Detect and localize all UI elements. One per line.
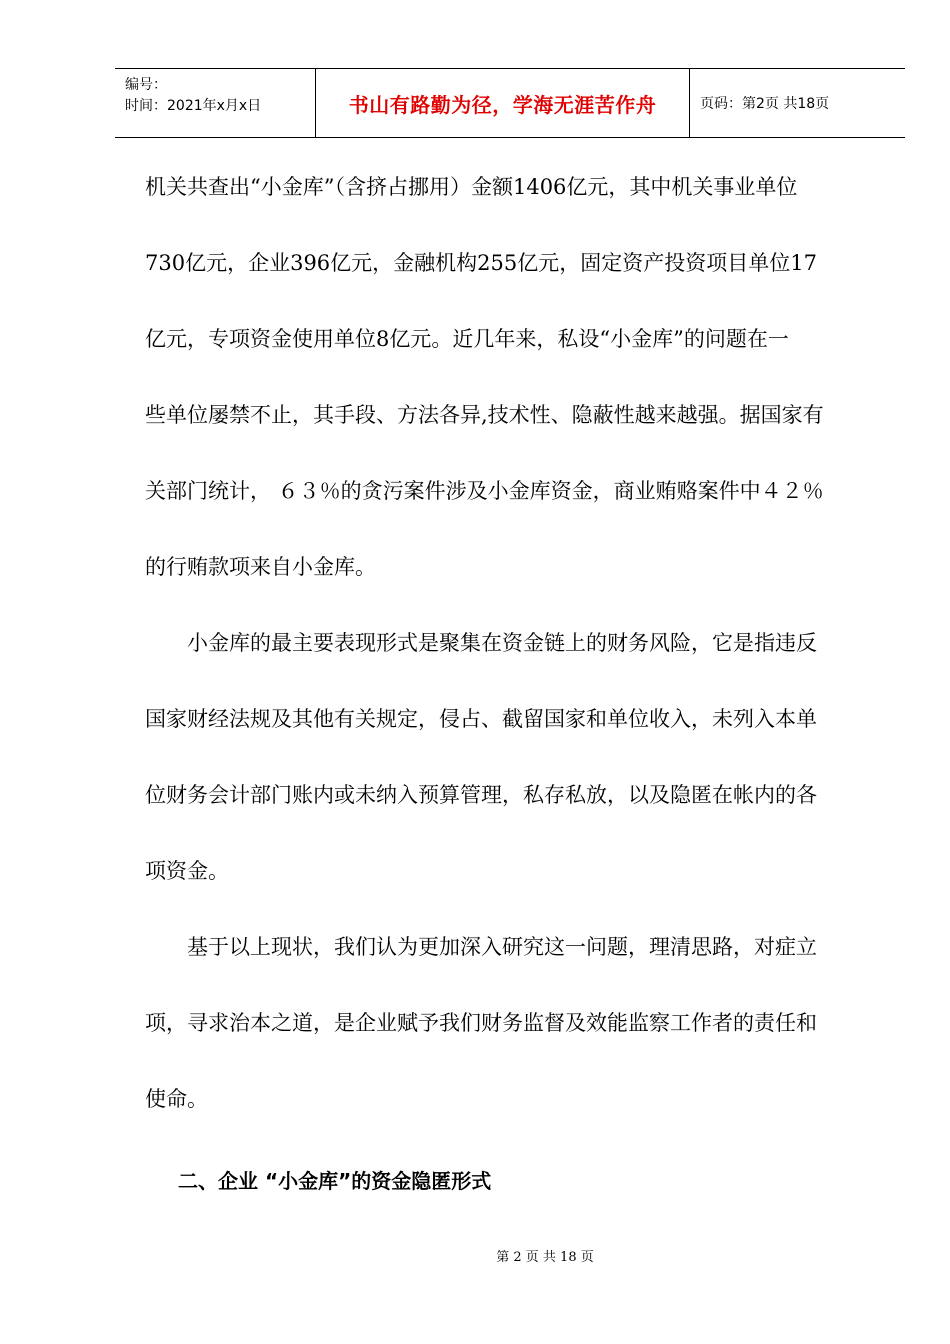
body-text — [145, 168, 877, 1156]
text-line: 小金库的最主要表现形式是聚集在资金链上的财务风险，它是指违反 — [145, 631, 817, 655]
text-line: 国家财经法规及其他有关规定，侵占、截留国家和单位收入，未列入本单 — [145, 707, 817, 731]
text-line: 的行贿款项来自小金库。 — [145, 555, 376, 579]
text-line: 位财务会计部门账内或未纳入预算管理，私存私放，以及隐匿在帐内的各 — [145, 783, 817, 807]
page-footer: 第 2 页 共 18 页 — [496, 1250, 594, 1265]
text-line: 些单位屡禁不止，其手段、方法各异,技术性、隐蔽性越来越强。据国家有 — [145, 403, 824, 427]
text-line: 使命。 — [145, 1087, 208, 1111]
text-line: 亿元，专项资金使用单位8亿元。近几年来，私设“小金库”的问题在一 — [145, 327, 789, 351]
time-label: 时间：2021年x月x日 — [125, 98, 262, 114]
text-line: 项，寻求治本之道，是企业赋予我们财务监督及效能监察工作者的责任和 — [145, 1011, 817, 1035]
text-line: 机关共查出“小金库”（含挤占挪用）金额1406亿元，其中机关事业单位 — [145, 175, 798, 199]
page-header — [115, 68, 905, 138]
header-motto: 书山有路勤为径，学海无涯苦作舟 — [316, 69, 690, 137]
header-page-info: 页码：第2页 共18页 — [700, 96, 830, 112]
section-heading: 二、企业 “小金库”的资金隐匿形式 — [178, 1169, 492, 1193]
header-meta — [115, 69, 316, 137]
text-line: 基于以上现状，我们认为更加深入研究这一问题，理清思路，对症立 — [145, 935, 817, 959]
text-line: 项资金。 — [145, 859, 229, 883]
text-line: 关部门统计， ６３％的贪污案件涉及小金库资金，商业贿赂案件中４２％ — [145, 479, 824, 503]
text-line: 730亿元，企业396亿元，金融机构255亿元，固定资产投资项目单位17 — [145, 251, 817, 275]
serial-label: 编号： — [125, 77, 167, 93]
